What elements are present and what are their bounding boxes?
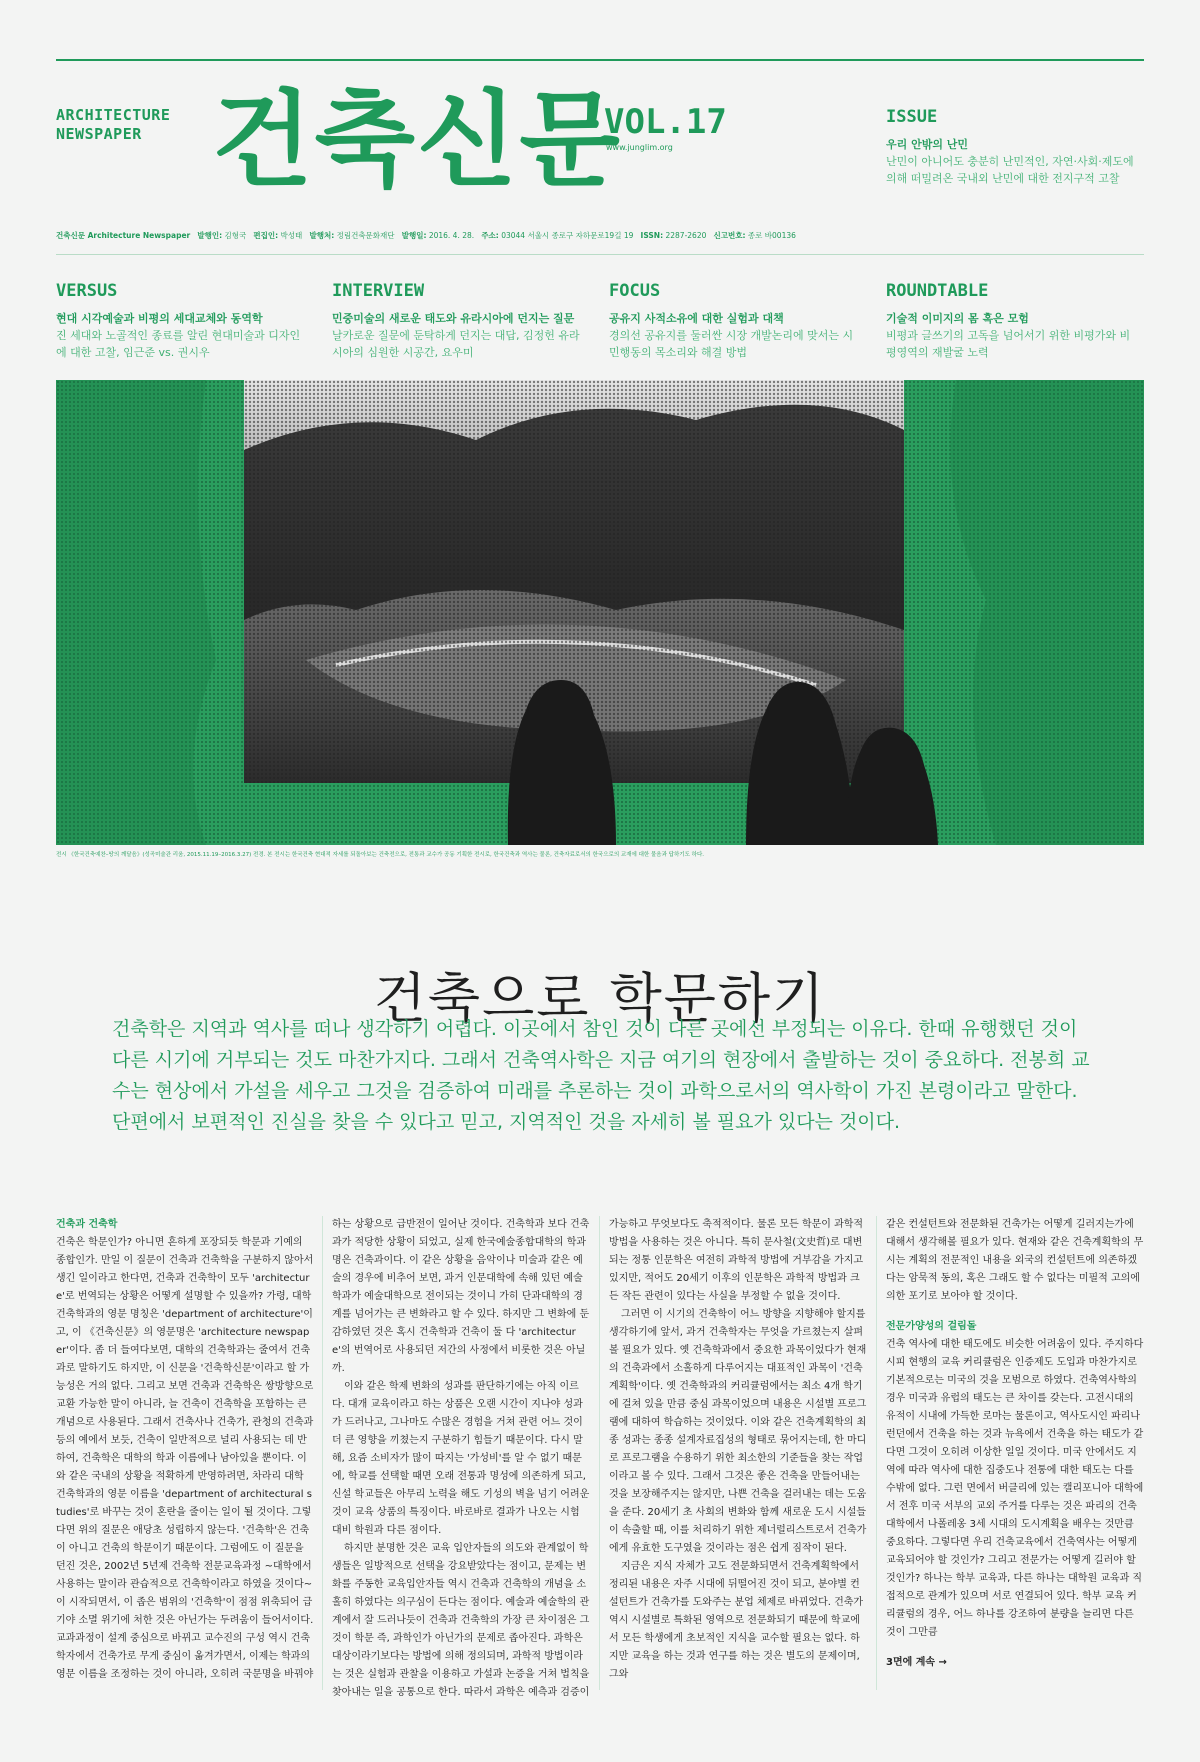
top-rule (56, 59, 1144, 61)
column-divider (599, 1216, 600, 1690)
pub-paper: 건축신문 Architecture Newspaper (56, 231, 191, 240)
column-divider (876, 1216, 877, 1690)
body-paragraph: 그러면 이 시기의 건축학이 어느 방향을 지향해야 할지를 생각하기에 앞서, 과거 건축학자는 무엇을 가르쳤는지 살펴볼 필요가 있다. 옛 건축학과에서 중요한 과목이었다가 현재의 건축과에서 소홀하게 다루어지는 대표적인 과목이 '건축계획학'이다. 옛 건축학과의 커리큘럼에서는 최소 4개 학기에 걸쳐 있을 만큼 중심 과목이었으며 내용은 시설별 프로그램에 대하여 학습하는 것이었다. 이와 같은 건축계획학의 최종 성과는 종종 설계자료집성의 형태로 묶어지는데, 한 마디로 프로그램을 수용하기 위한 최소한의 기준들을 찾는 작업이라고 볼 수 있다. 그래서 그것은 좋은 건축을 만들어내는 것을 보장해주지는 않지만, 나쁜 건축을 걸러내는 데는 도움을 준다. 20세기 초 사회의 변화와 함께 새로운 도시 시설들이 속출할 때, 이를 처리하기 위한 제너럴리스트로서 건축가에게 유효한 도구였을 것이라는 점은 쉽게 짐작이 된다. (609, 1309, 867, 1554)
body-paragraph: 건축 역사에 대한 태도에도 비슷한 어려움이 있다. 주지하다시피 현행의 교육 커리큘럼은 인증제도 도입과 마찬가지로 기본적으로는 미국의 것을 모범으로 하였다. 건축역사학의 경우 미국과 유럽의 태도는 큰 차이를 갖는다. 고전시대의 유적이 시내에 가득한 로마는 물론이고, 역사도시인 파리나 런던에서 건축을 하는 것과 뉴욕에서 건축을 하는 태도가 같다면 그것이 오히려 이상한 일일 것이다. 미국 안에서도 지역에 따라 역사에 대한 집중도나 전통에 대한 태도는 다를 수밖에 없다. 그런 면에서 버클리에 있는 캘리포니아 대학에서 전후 미국 서부의 교외 주거를 다루는 것은 파리의 건축대학에서 나폴레옹 3세 시대의 도시계획을 배우는 것만큼 중요하다. 그렇다면 우리 건축교육에서 건축역사는 어떻게 교육되어야 할 것인가? 그리고 전문가는 어떻게 길러야 할 것인가? 하나는 학부 교육과, 다른 하나는 대학원 교육과 직접적으로 관계가 있으며 서로 연결되어 있다. 학부 교육 커리큘럼의 경우, 어느 하나를 강조하여 분량을 늘리면 다른 것이 그만큼 (886, 1339, 1144, 1638)
issue-box (886, 106, 1144, 187)
pub-address-label: 주소: (481, 231, 499, 240)
article-column-2 (332, 1216, 590, 1702)
hero-photo (56, 380, 1144, 845)
article-column-3 (609, 1216, 867, 1684)
teaser-label: INTERVIEW (332, 281, 425, 301)
continued-link[interactable]: 3면에 계속 → (886, 1657, 947, 1668)
pub-issn-label: ISSN: (640, 231, 664, 240)
column-subhead: 전문가양성의 걸림돌 (886, 1321, 977, 1332)
teaser-label: FOCUS (609, 281, 661, 301)
pub-publisher-label: 발행인: (197, 231, 223, 240)
teaser-label: VERSUS (56, 281, 118, 301)
pub-reg: 종로 바00136 (747, 231, 796, 240)
pub-date: 2016. 4. 28. (428, 231, 475, 240)
teaser-title: 현대 시각예술과 비평의 세대교체와 동역학 (56, 312, 263, 325)
teaser-label: ROUNDTABLE (886, 281, 989, 301)
teaser-description: 경의선 공유지를 둘러싼 시장 개발논리에 맞서는 시민행동의 목소리와 해결 방법 (609, 329, 854, 359)
pub-date-label: 발행일: (401, 231, 427, 240)
photo-caption: 전시 《한국건축예찬–땅의 깨달음》(성곡미술관 리움, 2015.11.19–2016.3.27) 전경. 본 전시는 한국건축 현대적 자세를 되돌아보는 건축전으로, 전통과 교수가 공동 기획한 전시로, 한국건축과 역사는 물론, 건축자료로서의 한국으로의 교재에 대한 물음과 답하기도 하다. (56, 852, 705, 858)
teaser-description: 비평과 글쓰기의 고독을 넘어서기 위한 비평가와 비평영역의 재발굴 노력 (886, 329, 1131, 359)
issue-label: ISSUE (886, 107, 938, 127)
teaser-description: 날카로운 질문에 둔탁하게 던지는 대답, 김정헌 유라시아의 심원한 시공간, 요우미 (332, 329, 580, 359)
pub-address: 03044 서울시 종로구 자하문로19길 19 (501, 231, 634, 240)
body-paragraph: 같은 컨설턴트와 전문화된 건축가는 어떻게 길러지는가에 대해서 생각해볼 필요가 있다. 현재와 같은 건축계획학의 무시는 계획의 전문적인 내용을 외국의 컨설턴트에 의존하겠다는 암묵적 동의, 혹은 그래도 할 수 없다는 미필적 고의에 의한 포기로 보아야 할 것이다. (886, 1219, 1144, 1302)
pub-org: 정림건축문화재단 (336, 231, 395, 240)
column-divider (322, 1216, 323, 1690)
volume-number: VOL.17 (604, 102, 727, 142)
article-headline: 건축으로 학문하기 (373, 967, 827, 1031)
body-paragraph: 건축은 학문인가? 아니면 흔하게 포장되듯 학문과 기예의 종합인가. 만일 이 질문이 건축과 건축학을 구분하지 않아서 생긴 일이라고 한다면, 건축과 건축학이 모두 'architecture'로 번역되는 상황은 어떻게 설명할 수 있을까? 가령, 대학 건축학과의 영문 명칭은 'department of architecture'이고, 이 《건축신문》의 영문명은 'architecture newspaper'이다. 좀 더 들여다보면, 대학의 건축학과는 줄여서 건축과로 말하기도 하지만, 이 신문을 '건축학신문'이라고 할 가능성은 거의 없다. 그리고 보면 건축과 건축학은 쌍방향으로 교환 가능한 말이 아니라, 늘 건축이 건축학을 포함하는 큰 개념으로 사용된다. 그래서 건축사나 건축가, 관청의 건축과 등의 예에서 보듯, 건축이 일반적으로 널리 사용되는 데 반하여, 건축학은 대학의 학과 이름에나 남아있을 뿐이다. 이와 같은 국내의 상황을 적확하게 반영하려면, 차라리 대학 건축학과의 영문 이름을 'department of architectural studies'로 바꾸는 것이 혼란을 줄이는 일이 될 것이다. 그렇다면 위의 질문은 애당초 성립하지 않는다. '건축학'은 건축이 아니고 건축의 학문이기 때문이다. 그럼에도 이 질문을 던진 것은, 2002년 5년제 건축학 전문교육과정 ~대학에서 사용하는 말이라 관습적으로 건축학이라고 하였을 것이다~ 이 시작되면서, 이 좁은 범위의 '건축학'이 점점 위축되어 급기야 소멸 위기에 처한 것은 아닌가는 두려움이 들어서이다. 교과과정이 설계 중심으로 바뀌고 교수진의 구성 역시 건축학자에서 건축가로 무게 중심이 옮겨가면서, 이제는 학과의 영문 이름을 조정하는 것이 아니라, 오히려 국문명을 바꿔야 (56, 1237, 314, 1680)
brand-english (56, 106, 170, 144)
pub-org-label: 발행처: (309, 231, 335, 240)
hero-photo-illustration (56, 380, 1144, 845)
pub-reg-label: 신고번호: (713, 231, 746, 240)
brand-en-line1: ARCHITECTURE (56, 106, 171, 124)
body-paragraph: 이와 같은 학제 변화의 성과를 판단하기에는 아직 이르다. 대개 교육이라고 하는 상품은 오랜 시간이 지나야 성과가 드러나고, 그나마도 수많은 경험을 거쳐 관련 어느 것이 더 큰 영향을 끼쳤는지 구분하기 힘들기 때문이다. 다시 말해, 요즘 소비자가 많이 따지는 '가성비'를 알 수 없기 때문에, 학교를 선택할 때면 오래 전통과 명성에 의존하게 되고, 신설 학교들은 아무리 노력을 해도 기성의 벽을 넘기 어려운 것이 교육 상품의 특징이다. 바로바로 결과가 나오는 시험 대비 학원과 다른 점이다. (332, 1381, 590, 1536)
pub-publisher: 김형국 (224, 231, 247, 240)
pub-issn: 2287-2620 (665, 231, 707, 240)
article-column-1 (56, 1216, 314, 1684)
teaser-interview[interactable] (332, 280, 582, 361)
article-deck: 건축학은 지역과 역사를 떠나 생각하기 어렵다. 이곳에서 참인 것이 다른 곳에선 부정되는 이유다. 한때 유행했던 것이 다른 시기에 거부되는 것도 마찬가지다. 그래서 건축역사학은 지금 여기의 현장에서 출발하는 것이 중요하다. 전봉희 교수는 현상에서 가설을 세우고 그것을 검증하여 미래를 추론하는 것이 과학으로서의 역사학이 가진 본령이라고 말한다. 단편에서 보편적인 진실을 찾을 수 있다고 믿고, 지역적인 것을 자세히 볼 필요가 있다는 것이다. (112, 1018, 1090, 1133)
body-paragraph: 하는 상황으로 급반전이 일어난 것이다. 건축학과 보다 건축과가 적당한 상황이 되었고, 실제 한국예술종합대학의 학과명은 건축과이다. 이 같은 상황을 음악이나 미술과 같은 예술의 경우에 비추어 보면, 과거 인문대학에 속해 있던 예술학과가 예술대학으로 전이되는 것이니 가히 단과대학의 경계를 넘어가는 큰 변화라고 할 수 있다. 하지만 그 변화에 둔감하였던 것은 혹시 건축학과 건축이 둘 다 'architecture'의 번역어로 사용되던 저간의 사정에서 비롯한 것은 아닐까. (332, 1219, 590, 1374)
pub-editor: 박성태 (280, 231, 303, 240)
teaser-roundtable[interactable] (886, 280, 1136, 361)
brand-en-line2: NEWSPAPER (56, 125, 142, 143)
masthead-title: 건축신문 (212, 79, 622, 201)
article-column-4 (886, 1216, 1144, 1672)
body-paragraph: 지금은 지식 자체가 고도 전문화되면서 건축계획학에서 정리된 내용은 자주 시대에 뒤떨어진 것이 되고, 분야별 컨설턴트가 건축가를 도와주는 분업 체제로 바뀌었다. 건축가 역시 시설별로 특화된 영역으로 전문화되기 때문에 학교에서 모든 학생에게 초보적인 지식을 교수할 필요는 없다. 하지만 교육을 하는 것과 연구를 하는 것은 별도의 문제이며, 그와 (609, 1561, 864, 1680)
section-divider (56, 254, 1144, 255)
issue-description: 난민이 아니어도 충분히 난민적인, 자연·사회·제도에 의해 떠밀려온 국내외 난민에 대한 전지구적 고찰 (886, 155, 1134, 185)
teaser-description: 진 세대와 노골적인 종료를 알린 현대미술과 디자인에 대한 고찰, 임근준 vs. 권시우 (56, 329, 301, 359)
body-paragraph: 하지만 분명한 것은 교육 입안자들의 의도와 관계없이 학생들은 일방적으로 선택을 강요받았다는 점이고, 문제는 변화를 주동한 교육입안자들 역시 건축과 건축학의 개념을 소홀히 하였다는 의구심이 든다는 점이다. 예술과 예술학의 관계에서 잘 드러나듯이 건축과 건축학의 가장 큰 차이점은 그것이 학문 즉, 과학인가 아닌가의 문제로 좁아진다. 과학은 대상이라기보다는 방법에 의해 정의되며, 과학적 방법이라는 것은 실험과 관찰을 이용하고 가설과 논증을 거쳐 법칙을 찾아내는 일을 공통으로 한다. 따라서 과학은 예측과 검증이 (332, 1543, 590, 1698)
teaser-title: 민중미술의 새로운 태도와 유라시아에 던지는 질문 (332, 312, 575, 325)
body-paragraph: 가능하고 무엇보다도 축적적이다. 물론 모든 학문이 과학적 방법을 사용하는 것은 아니다. 특히 문사철(文史哲)로 대변되는 정통 인문학은 여전히 과학적 방법에 거부감을 가지고 있지만, 적어도 20세기 이후의 인문학은 과학적 방법과 크든 작든 관련이 있다는 사실을 부정할 수 없을 것이다. (609, 1219, 864, 1302)
teaser-focus[interactable] (609, 280, 859, 361)
website-url[interactable]: www.junglim.org (606, 143, 673, 152)
column-subhead: 건축과 건축학 (56, 1219, 118, 1230)
issue-title: 우리 안밖의 난민 (886, 138, 969, 151)
teaser-versus[interactable] (56, 280, 306, 361)
teaser-title: 기술적 이미지의 몸 혹은 모험 (886, 312, 1029, 325)
pub-editor-label: 편집인: (253, 231, 279, 240)
teaser-title: 공유지 사적소유에 대한 실험과 대책 (609, 312, 784, 325)
publication-info (56, 230, 796, 241)
